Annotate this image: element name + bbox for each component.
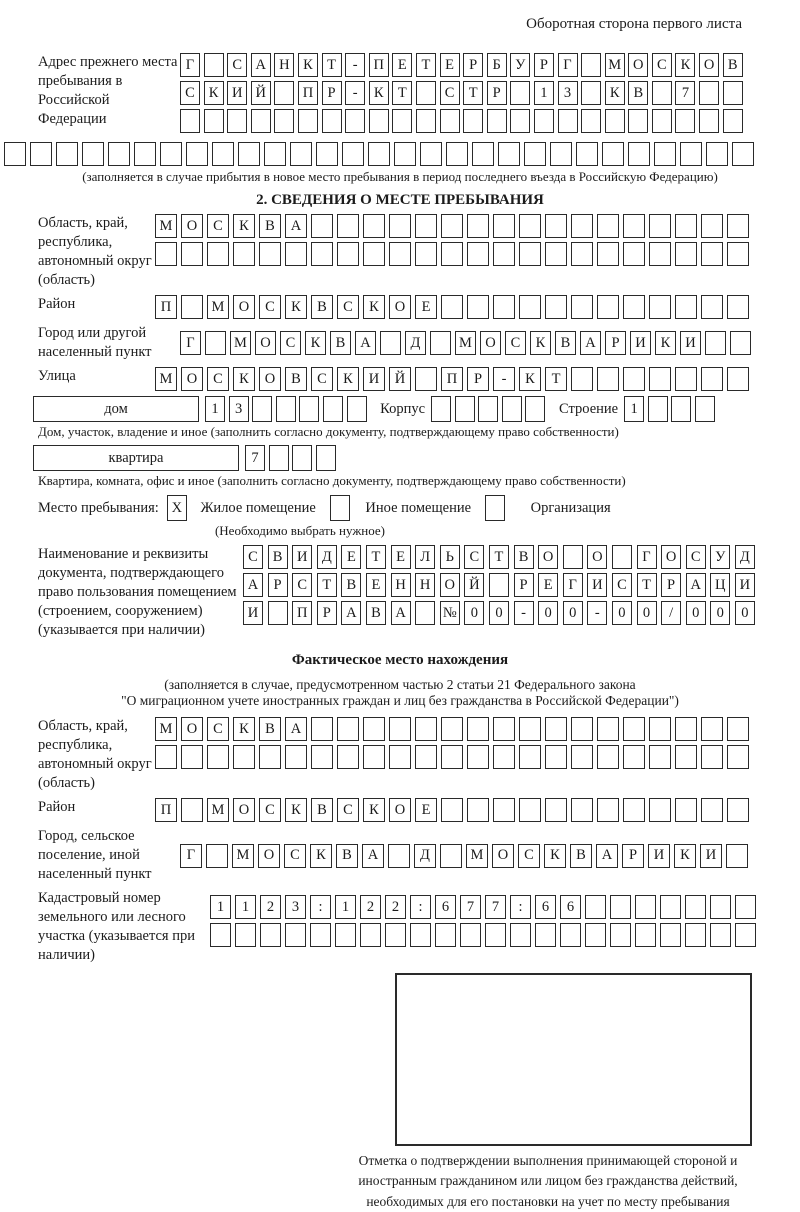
street-field bbox=[38, 367, 800, 391]
stay-type-organization-label: Организация bbox=[530, 499, 611, 516]
region-rows bbox=[155, 214, 753, 270]
document-rows bbox=[243, 545, 759, 629]
prev-address-label: Адрес прежнего места пребывания в Российской Федерации bbox=[38, 54, 178, 127]
stay-type-row bbox=[38, 495, 800, 521]
actual-region-row-1[interactable]: М О С К В А bbox=[155, 717, 753, 741]
stay-type-other-label: Иное помещение bbox=[365, 499, 472, 516]
stay-type-organization-checkbox[interactable] bbox=[485, 495, 509, 521]
document-field bbox=[38, 545, 800, 640]
confirmation-stamp-caption: Отметка о подтверждении выполнения принимающей стороной и иностранным гражданином или лицом без гражданства действий, необходимых для его постановки на учет по месту пребывания bbox=[358, 1153, 738, 1209]
street-row[interactable]: М О С К О В С К И Й П Р - К Т bbox=[155, 367, 753, 391]
actual-location-caption-2: "О миграционном учете иностранных граждан и лиц без гражданства в Российской Федерации") bbox=[121, 693, 679, 708]
stroenie-label: Строение bbox=[559, 401, 619, 417]
document-label: Наименование и реквизиты документа, подтверждающего право пользования помещением (строением, сооружением) (указывается при наличии) bbox=[38, 546, 237, 638]
apartment-row bbox=[33, 445, 800, 471]
apartment-number-boxes[interactable]: 7 bbox=[245, 445, 339, 471]
street-label: Улица bbox=[38, 368, 76, 384]
city-row[interactable]: Г М О С К В А Д М О С К В А Р И К И bbox=[180, 331, 755, 355]
region-row-2[interactable] bbox=[155, 242, 753, 266]
page-header-note: Оборотная сторона первого листа bbox=[526, 16, 742, 32]
city-label: Город или другой населенный пункт bbox=[38, 325, 152, 360]
stay-type-hint: (Необходимо выбрать нужное) bbox=[214, 523, 386, 538]
korpus-boxes[interactable] bbox=[431, 396, 549, 422]
stay-type-residential-label: Жилое помещение bbox=[200, 499, 316, 516]
actual-city-field bbox=[38, 827, 800, 884]
actual-location-title: Фактическое место нахождения bbox=[291, 652, 509, 668]
document-row-3[interactable]: И П Р А В А № 0 0 - 0 0 - 0 0 / 0 0 0 bbox=[243, 601, 759, 625]
district-field bbox=[38, 295, 800, 319]
district-row[interactable]: П М О С К В С К О Е bbox=[155, 295, 753, 319]
apartment-caption: Квартира, комната, офис и иное (заполнить согласно документу, подтверждающему право собственности) bbox=[38, 473, 626, 488]
actual-location-caption-1: (заполняется в случае, предусмотренном частью 2 статьи 21 Федерального закона bbox=[164, 677, 636, 692]
actual-district-field bbox=[38, 798, 800, 822]
actual-region-field bbox=[38, 717, 800, 793]
cadastre-row-1[interactable]: 1 1 2 3 : 1 2 2 : 6 7 7 : 6 6 bbox=[210, 895, 760, 919]
prev-address-row-4[interactable] bbox=[4, 142, 800, 166]
district-label: Район bbox=[38, 296, 76, 312]
cadastre-label: Кадастровый номер земельного или лесного участка (указывается при наличии) bbox=[38, 890, 195, 963]
stay-type-residential-checkbox[interactable]: X bbox=[167, 495, 191, 521]
document-row-2[interactable]: А Р С Т В Е Н Н О Й Р Е Г И С Т Р А Ц И bbox=[243, 573, 759, 597]
section2-title: 2. СВЕДЕНИЯ О МЕСТЕ ПРЕБЫВАНИЯ bbox=[256, 192, 544, 208]
actual-city-row[interactable]: Г М О С К В А Д М О С К В А Р И К И bbox=[180, 844, 752, 868]
prev-address-row-2[interactable]: С К И Й П Р - К Т С Т Р 1 3 К В 7 bbox=[180, 81, 746, 105]
confirmation-stamp-box bbox=[395, 973, 752, 1146]
actual-region-rows bbox=[155, 717, 753, 773]
prev-address-rows bbox=[180, 53, 746, 137]
prev-address-field bbox=[38, 53, 800, 137]
apartment-type-box[interactable]: квартира bbox=[33, 445, 239, 471]
region-label: Область, край, республика, автономный округ (область) bbox=[38, 215, 152, 288]
house-row bbox=[33, 396, 800, 422]
stroenie-boxes[interactable]: 1 bbox=[624, 396, 718, 422]
house-caption: Дом, участок, владение и иное (заполнить согласно документу, подтверждающему право собственности) bbox=[38, 424, 619, 439]
cadastre-rows bbox=[210, 889, 760, 951]
house-type-box[interactable]: дом bbox=[33, 396, 199, 422]
actual-city-label: Город, сельское поселение, иной населенный пункт bbox=[38, 828, 152, 882]
region-row-1[interactable]: М О С К В А bbox=[155, 214, 753, 238]
actual-district-row[interactable]: П М О С К В С К О Е bbox=[155, 798, 753, 822]
prev-address-row-3[interactable] bbox=[180, 109, 746, 133]
stay-type-label: Место пребывания: bbox=[38, 499, 159, 516]
actual-region-label: Область, край, республика, автономный округ (область) bbox=[38, 718, 152, 791]
document-row-1[interactable]: С В И Д Е Т Е Л Ь С Т В О О Г О С У Д bbox=[243, 545, 759, 569]
prev-address-caption: (заполняется в случае прибытия в новое место пребывания в период последнего въезда в Российскую Федерацию) bbox=[82, 169, 718, 184]
cadastre-field bbox=[38, 889, 800, 965]
stay-type-other-checkbox[interactable] bbox=[330, 495, 354, 521]
korpus-label: Корпус bbox=[380, 401, 426, 417]
region-field bbox=[38, 214, 800, 290]
prev-address-row-1[interactable]: Г С А Н К Т - П Е Т Е Р Б У Р Г М О С К О В bbox=[180, 53, 746, 77]
cadastre-row-2[interactable] bbox=[210, 923, 760, 947]
actual-region-row-2[interactable] bbox=[155, 745, 753, 769]
actual-district-label: Район bbox=[38, 799, 76, 815]
house-number-boxes[interactable]: 1 3 bbox=[205, 396, 370, 422]
city-field bbox=[38, 324, 800, 362]
